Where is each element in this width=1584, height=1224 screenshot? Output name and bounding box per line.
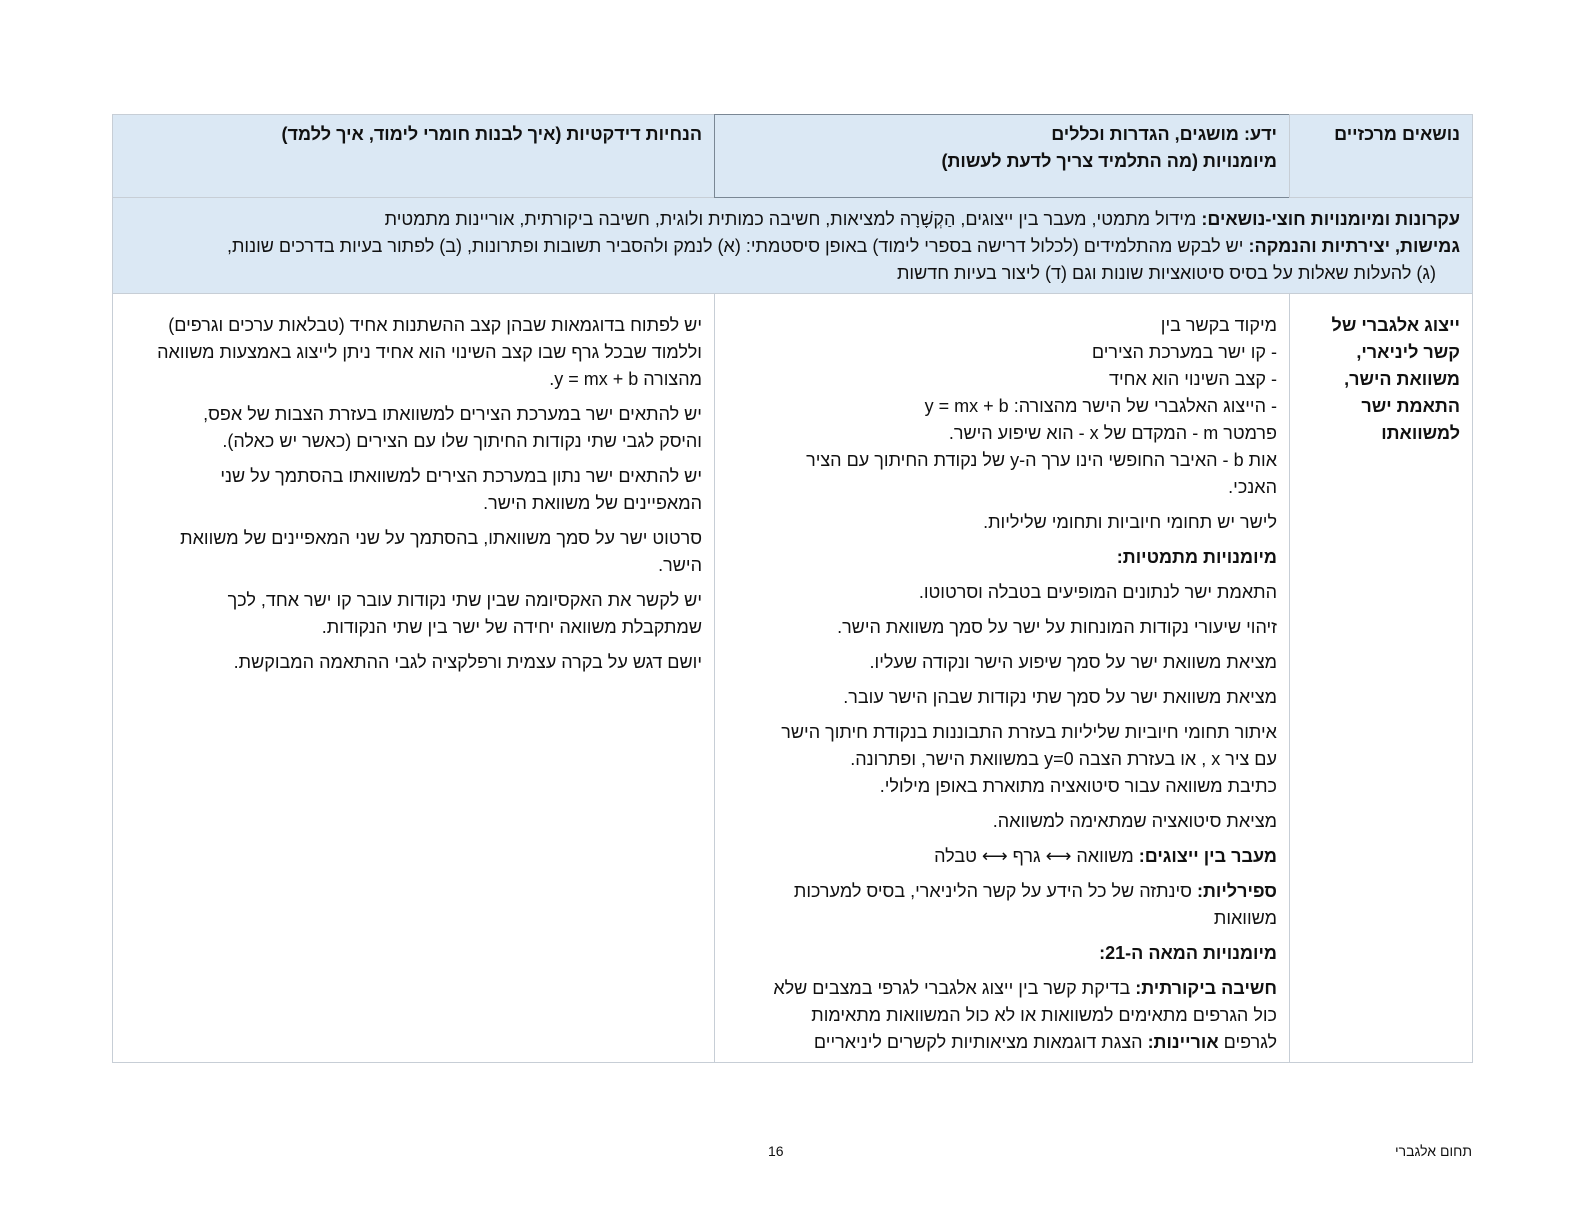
header-didactic: הנחיות דידקטיות (איך לבנות חומרי לימוד, איך ללמד) [113, 115, 715, 198]
cross-text-flexibility-cont: (ג) להעלות שאלות על בסיס סיטואציות שונות וגם (ד) ליצור בעיות חדשות [896, 263, 1436, 283]
spiral-label: ספירליות: [1197, 881, 1277, 901]
skill-item: זיהוי שיעורי נקודות המונחות על ישר על סמך משוואת הישר. [837, 617, 1277, 637]
skill-item: התאמת ישר לנתונים המופיעים בטבלה וסרטוטו. [918, 582, 1277, 602]
math-skills-label: מיומנויות מתמטיות: [1116, 547, 1277, 567]
knowledge-cell [715, 294, 1290, 1063]
footer-domain: תחום אלגברי [1395, 1143, 1472, 1159]
header-knowledge-line2: מיומנויות (מה התלמיד צריך לדעת לעשות) [941, 151, 1277, 171]
topic-line: קשר ליניארי, [1356, 342, 1460, 362]
header-knowledge [715, 115, 1290, 198]
transition-label: מעבר בין ייצוגים: [1138, 846, 1277, 866]
curriculum-table [112, 114, 1473, 1063]
literacy-text: הצגת דוגמאות מציאותיות לקשרים ליניאריים [813, 1032, 1148, 1052]
critical-text: בדיקת קשר בין ייצוג אלגברי לגרפי במצבים שלא כול הגרפים מתאימים למשוואות או לא כול המשוואות מתאימות לגרפים [773, 978, 1277, 1052]
topic-line: למשוואתו [1381, 423, 1460, 443]
topic-cell [1290, 294, 1473, 1063]
critical-label: חשיבה ביקורתית: [1135, 978, 1277, 998]
skill-item: מציאת סיטואציה שמתאימה למשוואה. [992, 811, 1277, 831]
focus-line: פרמטר m - המקדם של x - הוא שיפוע הישר. [948, 423, 1277, 443]
cross-topics-row [113, 198, 1473, 294]
skill-item: איתור תחומי חיוביות שליליות בעזרת התבוננות בנקודת חיתוך הישר עם ציר x , או בעזרת הצבה y=0 במשוואת הישר, ופתרונה. [781, 722, 1277, 769]
didactic-paragraph: יש להתאים ישר במערכת הצירים למשוואתו בעזרת הצבות של אפס, והיסק לגבי שתי נקודות החיתוך שלו עם הצירים (כאשר יש כאלה). [203, 404, 702, 451]
cross-label-flexibility: גמישות, יצירתיות והנמקה: [1248, 236, 1460, 256]
header-topics: נושאים מרכזיים [1290, 115, 1473, 198]
spiral-text: סינתזה של כל הידע על קשר הליניארי, בסיס למערכות משוואות [793, 881, 1277, 928]
didactic-cell [113, 294, 715, 1063]
focus-line: - קו ישר במערכת הצירים [1091, 342, 1277, 362]
topic-line: ייצוג אלגברי של [1331, 315, 1460, 335]
focus-line: מיקוד בקשר בין [1160, 315, 1277, 335]
skill-item: מציאת משוואת ישר על סמך שתי נקודות שבהן הישר עובר. [843, 687, 1277, 707]
header-knowledge-line1: ידע: מושגים, הגדרות וכללים [1051, 124, 1277, 144]
cross-topics-cell [113, 198, 1473, 294]
header-row [113, 115, 1473, 198]
topic-line: התאמת ישר [1361, 396, 1460, 416]
cross-text-flexibility: יש לבקש מהתלמידים (לכלול דרישה בספרי לימוד) באופן סיסטמתי: (א) לנמק ולהסביר תשובות ופתרונות, (ב) לפתור בעיות בדרכים שונות, [226, 236, 1249, 256]
focus-line: - קצב השינוי הוא אחיד [1109, 369, 1277, 389]
transition-text: משוואה ⟷ גרף ⟷ טבלה [934, 846, 1139, 866]
content-row [113, 294, 1473, 1063]
didactic-paragraph: סרטוט ישר על סמך משוואתו, בהסתמך על שני המאפיינים של משוואת הישר. [180, 528, 702, 575]
literacy-label: אוריינות: [1147, 1032, 1219, 1052]
domains-text: לישר יש תחומי חיוביות ותחומי שליליות. [983, 512, 1277, 532]
didactic-paragraph: יש להתאים ישר נתון במערכת הצירים למשוואתו בהסתמך על שני המאפיינים של משוואת הישר. [220, 466, 702, 513]
skill-item: מציאת משוואת ישר על סמך שיפוע הישר ונקודה שעליו. [869, 652, 1277, 672]
topic-line: משוואת הישר, [1344, 369, 1460, 389]
focus-line: אות b - האיבר החופשי הינו ערך ה-y של נקודת החיתוך עם הציר [806, 450, 1277, 470]
page-number: 16 [768, 1143, 784, 1159]
century-skills-label: מיומנויות המאה ה-21: [1099, 943, 1277, 963]
cross-text-principles: מידול מתמטי, מעבר בין ייצוגים, הַקְשָׁרָה למציאות, חשיבה כמותית ולוגית, חשיבה ביקורתית, אוריינות מתמטית [384, 209, 1202, 229]
cross-label-principles: עקרונות ומיומנויות חוצי-נושאים: [1201, 209, 1460, 229]
didactic-paragraph: יושם דגש על בקרה עצמית ורפלקציה לגבי ההתאמה המבוקשת. [233, 652, 702, 672]
focus-line: האנכי. [1228, 477, 1277, 497]
didactic-paragraph: יש לקשר את האקסיומה שבין שתי נקודות עובר קו ישר אחד, לכך שמתקבלת משוואה יחידה של ישר בין שתי הנקודות. [227, 590, 702, 637]
skill-item: כתיבת משוואה עבור סיטואציה מתוארת באופן מילולי. [879, 776, 1277, 796]
didactic-paragraph: יש לפתוח בדוגמאות שבהן קצב ההשתנות אחיד (טבלאות ערכים וגרפים) וללמוד שבכל גרף שבו קצב השינוי הוא אחיד ניתן לייצוג באמצעות משוואה מהצורה y = mx + b. [157, 315, 702, 389]
focus-line: - הייצוג האלגברי של הישר מהצורה: y = mx + b [924, 396, 1277, 416]
